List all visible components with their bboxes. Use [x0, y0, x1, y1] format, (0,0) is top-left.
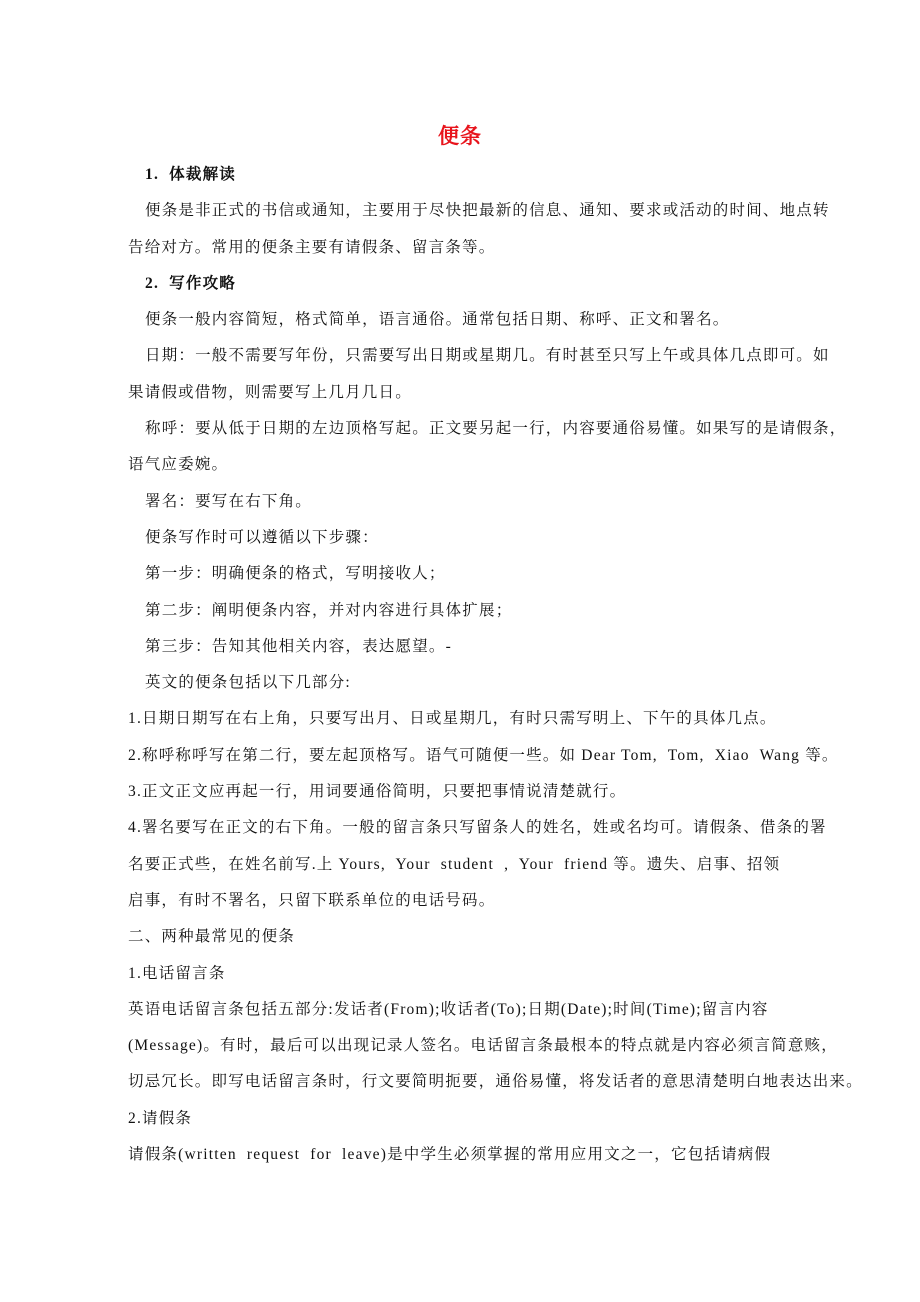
paragraph-line: (Message)。有时，最后可以出现记录人签名。电话留言条最根本的特点就是内容必须言简意赅，: [128, 1037, 838, 1055]
subheading: 2.请假条: [128, 1109, 193, 1127]
paragraph-line: 便条写作时可以遵循以下步骤：: [145, 528, 379, 546]
list-item-line: 名要正式些，在姓名前写.上 Yours, Your student , Your friend 等。遗失、启事、招领: [128, 855, 781, 873]
paragraph-line: 语气应委婉。: [128, 456, 229, 474]
document-title: 便条: [438, 124, 482, 148]
paragraph-line: 告给对方。常用的便条主要有请假条、留言条等。: [128, 238, 496, 256]
list-item: 2.称呼称呼写在第二行，要左起顶格写。语气可随便一些。如 Dear Tom, Tom, Xiao Wang 等。: [128, 746, 839, 764]
step-line: 第二步：阐明便条内容，并对内容进行具体扩展；: [145, 601, 513, 619]
paragraph-line: 切忌冗长。即写电话留言条时，行文要简明扼要，通俗易懂，将发话者的意思清楚明白地表达出来。: [128, 1073, 863, 1091]
paragraph-line: 英文的便条包括以下几部分:: [145, 674, 351, 692]
list-item-line: 启事，有时不署名，只留下联系单位的电话号码。: [128, 891, 496, 909]
section-heading: 2. 写作攻略: [145, 274, 236, 292]
paragraph-line: 便条一般内容简短，格式简单，语言通俗。通常包括日期、称呼、正文和署名。: [145, 311, 730, 329]
step-line: 第三步：告知其他相关内容，表达愿望。-: [145, 637, 452, 655]
paragraph-line: 便条是非正式的书信或通知，主要用于尽快把最新的信息、通知、要求或活动的时间、地点转: [145, 202, 830, 220]
list-item: 1.日期日期写在右上角，只要写出月、日或星期几，有时只需写明上、下午的具体几点。: [128, 710, 777, 728]
paragraph-line: 果请假或借物，则需要写上几月几日。: [128, 383, 412, 401]
document-body: [0, 157, 920, 1173]
section-heading: 1. 体裁解读: [145, 166, 236, 183]
paragraph-line: 日期：一般不需要写年份，只需要写出日期或星期几。有时甚至只写上午或具体几点即可。如: [145, 347, 830, 365]
section-heading: 二、两种最常见的便条: [128, 928, 296, 946]
paragraph-line: 请假条(written request for leave)是中学生必须掌握的常用应用文之一，它包括请病假: [128, 1146, 772, 1164]
paragraph-line: 称呼：要从低于日期的左边顶格写起。正文要另起一行，内容要通俗易懂。如果写的是请假条，: [145, 420, 847, 438]
list-item: 3.正文正文应再起一行，用词要通俗简明，只要把事情说清楚就行。: [128, 783, 627, 801]
list-item: 4.署名要写在正文的右下角。一般的留言条只写留条人的姓名，姓或名均可。请假条、借条的署: [128, 819, 827, 837]
step-line: 第一步：明确便条的格式，写明接收人；: [145, 565, 446, 583]
paragraph-line: 署名：要写在右下角。: [145, 492, 313, 510]
subheading: 1.电话留言条: [128, 964, 226, 982]
paragraph-line: 英语电话留言条包括五部分:发话者(From);收话者(To);日期(Date);时间(Time);留言内容: [128, 1000, 769, 1018]
